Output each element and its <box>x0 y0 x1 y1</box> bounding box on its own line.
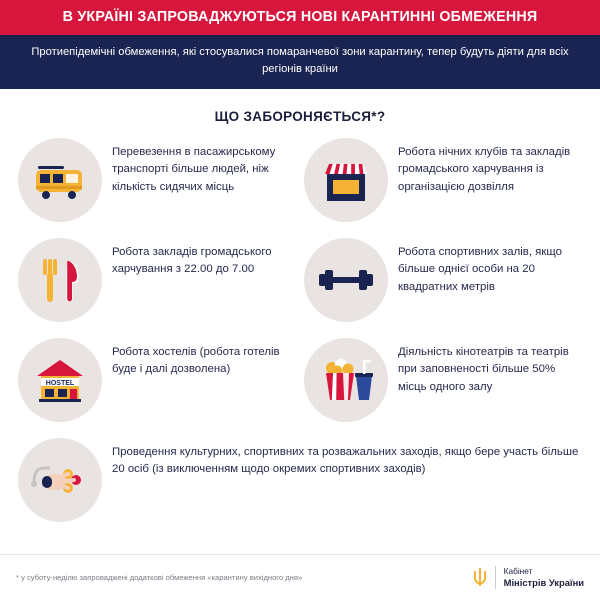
tram-icon <box>18 138 102 222</box>
hand-crowd-icon <box>18 438 102 522</box>
list-item-label: Проведення культурних, спортивних та розважальних заходів, якщо бере участь більше 20 осіб (із виключенням щодо окремих спортивних заходів) <box>112 445 579 476</box>
popcorn-drink-icon <box>304 338 388 422</box>
list-item-label: Робота закладів громадського харчування з 22.00 до 7.00 <box>112 245 272 276</box>
list-item-label: Робота спортивних залів, якщо більше однієї особи на 20 квадратних метрів <box>398 245 562 294</box>
hostel-icon <box>18 338 102 422</box>
dumbbell-icon <box>304 238 388 322</box>
nightclub-icon <box>304 138 388 222</box>
cutlery-icon <box>18 238 102 322</box>
list-item-label: Діяльність кінотеатрів та театрів при заповненості більше 50% місць одного залу <box>398 345 569 394</box>
section-title: ЩО ЗАБОРОНЯЄТЬСЯ*? <box>214 108 386 124</box>
list-item <box>300 230 586 330</box>
brand-line-1: Кабінет <box>503 566 533 577</box>
list-item <box>14 330 300 430</box>
list-item-label: Робота нічних клубів та закладів громадського харчування із організацією дозвілля <box>398 145 571 194</box>
list-item <box>300 130 586 230</box>
svg-text:HOSTEL: HOSTEL <box>45 379 75 387</box>
trident-icon <box>472 567 488 587</box>
brand-line-2: Міністрів України <box>503 576 584 588</box>
brand-text <box>495 566 584 588</box>
list-item-label: Робота хостелів (робота готелів буде і далі дозволена) <box>112 345 280 376</box>
list-item <box>14 230 300 330</box>
list-item <box>14 430 586 530</box>
list-item <box>14 130 300 230</box>
footer <box>0 554 600 600</box>
list-item <box>300 330 586 430</box>
restrictions-grid <box>0 130 600 530</box>
brand <box>472 566 584 588</box>
footnote: * у суботу-неділю запроваджені додаткові обмеження «карантину вихідного дня» <box>16 573 303 582</box>
list-item-label: Перевезення в пасажирському транспорті більше людей, ніж кількість сидячих місць <box>112 145 276 194</box>
page-title: В УКРАЇНІ ЗАПРОВАДЖУЮТЬСЯ НОВІ КАРАНТИННІ ОБМЕЖЕННЯ <box>0 0 600 35</box>
page-subtitle: Протиепідемічні обмеження, які стосувалися помаранчевої зони карантину, тепер будуть діяти для всіх регіонів країни <box>0 35 600 89</box>
